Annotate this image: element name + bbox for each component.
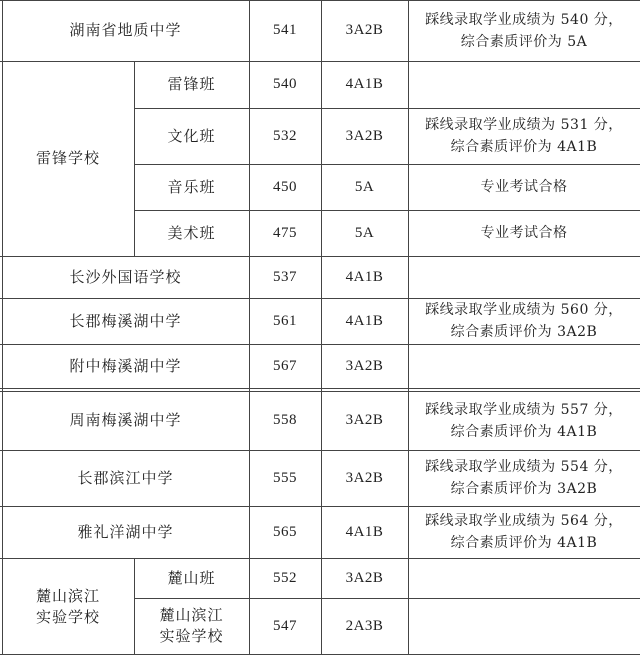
note-cell (408, 344, 640, 388)
note-cell: 踩线录取学业成绩为 540 分， 综合素质评价为 5A (425, 11, 623, 50)
score-cell: 567 (273, 357, 297, 374)
grade-cell: 4A1B (345, 76, 384, 92)
score-cell: 475 (273, 224, 297, 241)
class-cell: 音乐班 (167, 177, 216, 196)
grade-cell: 3A2B (345, 357, 384, 374)
note-cell (408, 256, 640, 298)
score-cell: 537 (273, 268, 297, 285)
note-cell: 踩线录取学业成绩为 564 分， 综合素质评价为 4A1B (425, 513, 623, 551)
school-cell: 周南梅溪湖中学 (69, 411, 182, 429)
grade-cell: 4A1B (345, 268, 384, 285)
note-cell: 踩线录取学业成绩为 554 分， 综合素质评价为 3A2B (425, 459, 623, 497)
note-cell: 专业考试合格 (480, 225, 568, 241)
class-cell: 美术班 (167, 223, 216, 242)
grade-cell: 3A2B (345, 22, 384, 38)
grade-cell: 5A (354, 224, 375, 241)
class-cell: 麓山班 (167, 568, 216, 587)
rule (0, 388, 640, 389)
school-cell: 雅礼洋湖中学 (77, 522, 174, 541)
score-cell: 565 (273, 523, 297, 540)
grade-cell: 2A3B (345, 617, 384, 634)
score-cell: 541 (273, 22, 297, 38)
note-cell: 踩线录取学业成绩为 531 分， 综合素质评价为 4A1B (425, 117, 623, 155)
score-cell: 558 (273, 412, 297, 428)
grade-cell: 3A2B (345, 569, 384, 586)
school-cell: 长郡滨江中学 (77, 468, 174, 487)
school-cell: 雷锋学校 (35, 149, 100, 167)
score-cell: 532 (273, 127, 297, 144)
note-cell (408, 61, 640, 108)
grade-cell: 4A1B (345, 312, 384, 329)
score-cell: 540 (273, 76, 297, 92)
note-cell: 踩线录取学业成绩为 560 分， 综合素质评价为 3A2B (425, 302, 623, 340)
school-cell: 长沙外国语学校 (69, 267, 182, 286)
grade-cell: 3A2B (345, 469, 384, 486)
grade-cell: 3A2B (345, 127, 384, 144)
class-cell: 雷锋班 (167, 75, 216, 93)
score-cell: 450 (273, 178, 297, 195)
note-cell (408, 598, 640, 654)
class-cell: 麓山滨江 实验学校 (159, 606, 224, 645)
school-cell: 附中梅溪湖中学 (69, 356, 182, 375)
grade-cell: 5A (354, 178, 375, 195)
score-cell: 547 (273, 617, 297, 634)
school-cell: 麓山滨江 实验学校 (35, 586, 100, 626)
score-cell: 555 (273, 469, 297, 486)
class-cell: 文化班 (167, 126, 216, 145)
score-cell: 552 (273, 569, 297, 586)
grade-cell: 3A2B (345, 412, 384, 428)
school-cell: 湖南省地质中学 (69, 21, 182, 39)
score-cell: 561 (273, 312, 297, 329)
grade-cell: 4A1B (345, 523, 384, 540)
note-cell: 专业考试合格 (480, 179, 568, 195)
note-cell: 踩线录取学业成绩为 557 分， 综合素质评价为 4A1B (425, 401, 623, 440)
school-cell: 长郡梅溪湖中学 (69, 311, 182, 330)
note-cell (408, 558, 640, 598)
